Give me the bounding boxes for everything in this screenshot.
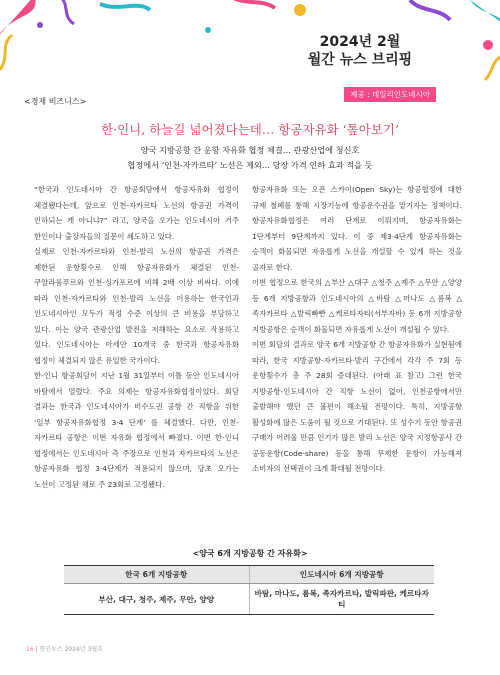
article-headline: 한·인니, 하늘길 넓어졌다는데… 항공자유화 ‘톺아보기’	[101, 122, 399, 137]
yellow-streamer-shape	[0, 35, 12, 70]
teal-streamer-shape	[470, 0, 500, 25]
airport-table	[64, 565, 434, 615]
issue-month: 2024년 2월	[319, 34, 401, 50]
pink-streamer-shape	[0, 0, 36, 40]
article-left-column	[34, 182, 239, 492]
pink-dot-shape	[483, 40, 493, 50]
article-right-column	[252, 182, 462, 477]
paragraph: 실제로 인천-자카르타와 인천-발리 노선의 항공권 가격은 제한된 운항횟수로 인해 항공자유화가 체결된 인천-쿠알라룸푸르와 인천-싱가포르에 비해 2배 이상 비싸다. 이에 따라 인천-자카르타와 인천-발리 노선을 이용하는 한국인과 인도네시아인 모두가 적정 수준 이상의 큰 비용을 부담하고 있다. 이는 양국 관광산업 발전을 저해하는 요소로 작용하고 있다. 인도네시아는 아세안 10개국 중 한국과 항공자유화 협정이 체결되지 않은 유일한 국가이다.	[34, 247, 239, 365]
paragraph: 한-인니 항공회담이 지난 1월 31일부터 이틀 동안 인도네시아 바탐에서 열렸다. 주요 의제는 항공자유화협정이었다. 회담 결과는 한국과 인도네시아가 비수도권 공항 간 직항을 위한 ‘일부 항공자유화협정 3·4 단계’ 를 체결했다. 다만, 인천-자카르타 공항은 이번 자유화 협정에서 빠졌다. 이번 한-인니 협정에서는 인도네시아 측 주장으로 인천과 자카르타의 노선은 항공자유화 협정 3·4단계가 적용되지 않으며, 당초 오가는 노선이 고정된 채로 주 23회로 고정됐다.	[34, 371, 239, 489]
page-footer	[26, 644, 103, 653]
purple-dot-shape	[37, 22, 43, 28]
teal-dot-shape	[205, 27, 211, 33]
table-header-row	[64, 566, 434, 584]
paragraph: 항공자유화 또는 오픈 스카이(Open Sky)는 항공협정에 대한 규제 철폐를 통해 시장기능에 항공운수권을 맡기자는 정책이다. 항공자유화협정은 여러 단계로 이뤄지며, 항공자유화는 1단계부터 9단계까지 있다. 이 중 제3·4단계 항공자유화는 승객이 화물되면 자유롭게 노선을 개설할 수 있게 하는 것을 골자로 한다.	[252, 185, 462, 272]
table-cell-korea: 부산, 대구, 청주, 제주, 무안, 양양	[64, 584, 249, 615]
paragraph: “한국과 인도네시아 간 항공회담에서 항공자유화 협정이 체결됐다는데, 앞으로 인천-자카르타 노선의 항공권 가격이 인하되는 게 아니냐?” 라고, 양국을 오가는 인도네시아 거주 한인이나 출장자들의 질문이 쇄도하고 있다.	[34, 185, 239, 241]
footer-publication: 한인뉴스 2024년 3월호	[39, 646, 103, 653]
table-header-indonesia: 인도네시아 6개 지방공항	[249, 566, 434, 584]
table-row	[64, 584, 434, 615]
issue-series: 월간 뉴스 브리핑	[307, 52, 413, 68]
yellow-streamer-shape	[485, 55, 500, 80]
provider-badge: 제공 : 데일리인도네시아	[344, 87, 436, 102]
paragraph: 이번 회담의 결과로 양국 6개 지방공항 간 항공자유화가 실현됨에 따라, 한국 지방공항-자카르타·발리 구간에서 각각 주 7회 등 운항횟수가 총 주 28회 증대된다. (아래 표 참고) 그런 한국 지방공항-인도네시아 간 직항 노선이 없어, 인천공항에서만 출발해야 했던 큰 불편이 해소될 전망이다. 특히, 지방공항 활성화에 많은 도움이 될 것으로 기대된다. 또 성수기 동안 항공권 구매가 어려울 만큼 인기가 많은 발리 노선은 양국 지정항공사 간 공동운항(Code-share) 등을 통해 무제한 운항이 가능해져 소비자의 선택권이 크게 확대될 전망이다.	[252, 340, 462, 473]
yellow-dot-shape	[294, 4, 306, 16]
table-title: <양국 6개 지방공항 간 자유화>	[192, 549, 308, 558]
pink-streamer-shape	[230, 0, 275, 8]
table-cell-indonesia: 바탐, 마나도, 롬복, 족자카르타, 발릭파판, 케르타자티	[249, 584, 434, 615]
purple-streamer-shape	[60, 0, 74, 24]
article-subhead-2: 협정에서 ‘인천-자카르타’ 노선은 제외… 당장 가격 인하 효과 적을 듯	[127, 160, 373, 170]
issue-title	[290, 33, 430, 69]
page-number: 16	[26, 646, 34, 653]
table-header-korea: 한국 6개 지방공항	[64, 566, 249, 584]
footer-divider: |	[35, 646, 40, 653]
section-category: <경제 비즈니스>	[24, 97, 87, 106]
paragraph: 이번 협정으로 한국의 △부산 △대구 △청주 △제주 △무안 △양양 등 6개 지방공항과 인도네시아의 △바탐 △마나도 △롬복 △족자카르타 △발릭빠빤 △케르타자티(서부자바) 등 6개 지방공항 지방공항은 승객이 화물되면 자유롭게 노선이 개설될 수 있다.	[252, 278, 462, 334]
teal-streamer-shape	[100, 4, 150, 10]
article-subhead-1: 양국 지방공항 간 운항 자유화 협정 체결… 관광산업에 청신호	[140, 145, 360, 155]
purple-streamer-shape	[410, 0, 450, 20]
